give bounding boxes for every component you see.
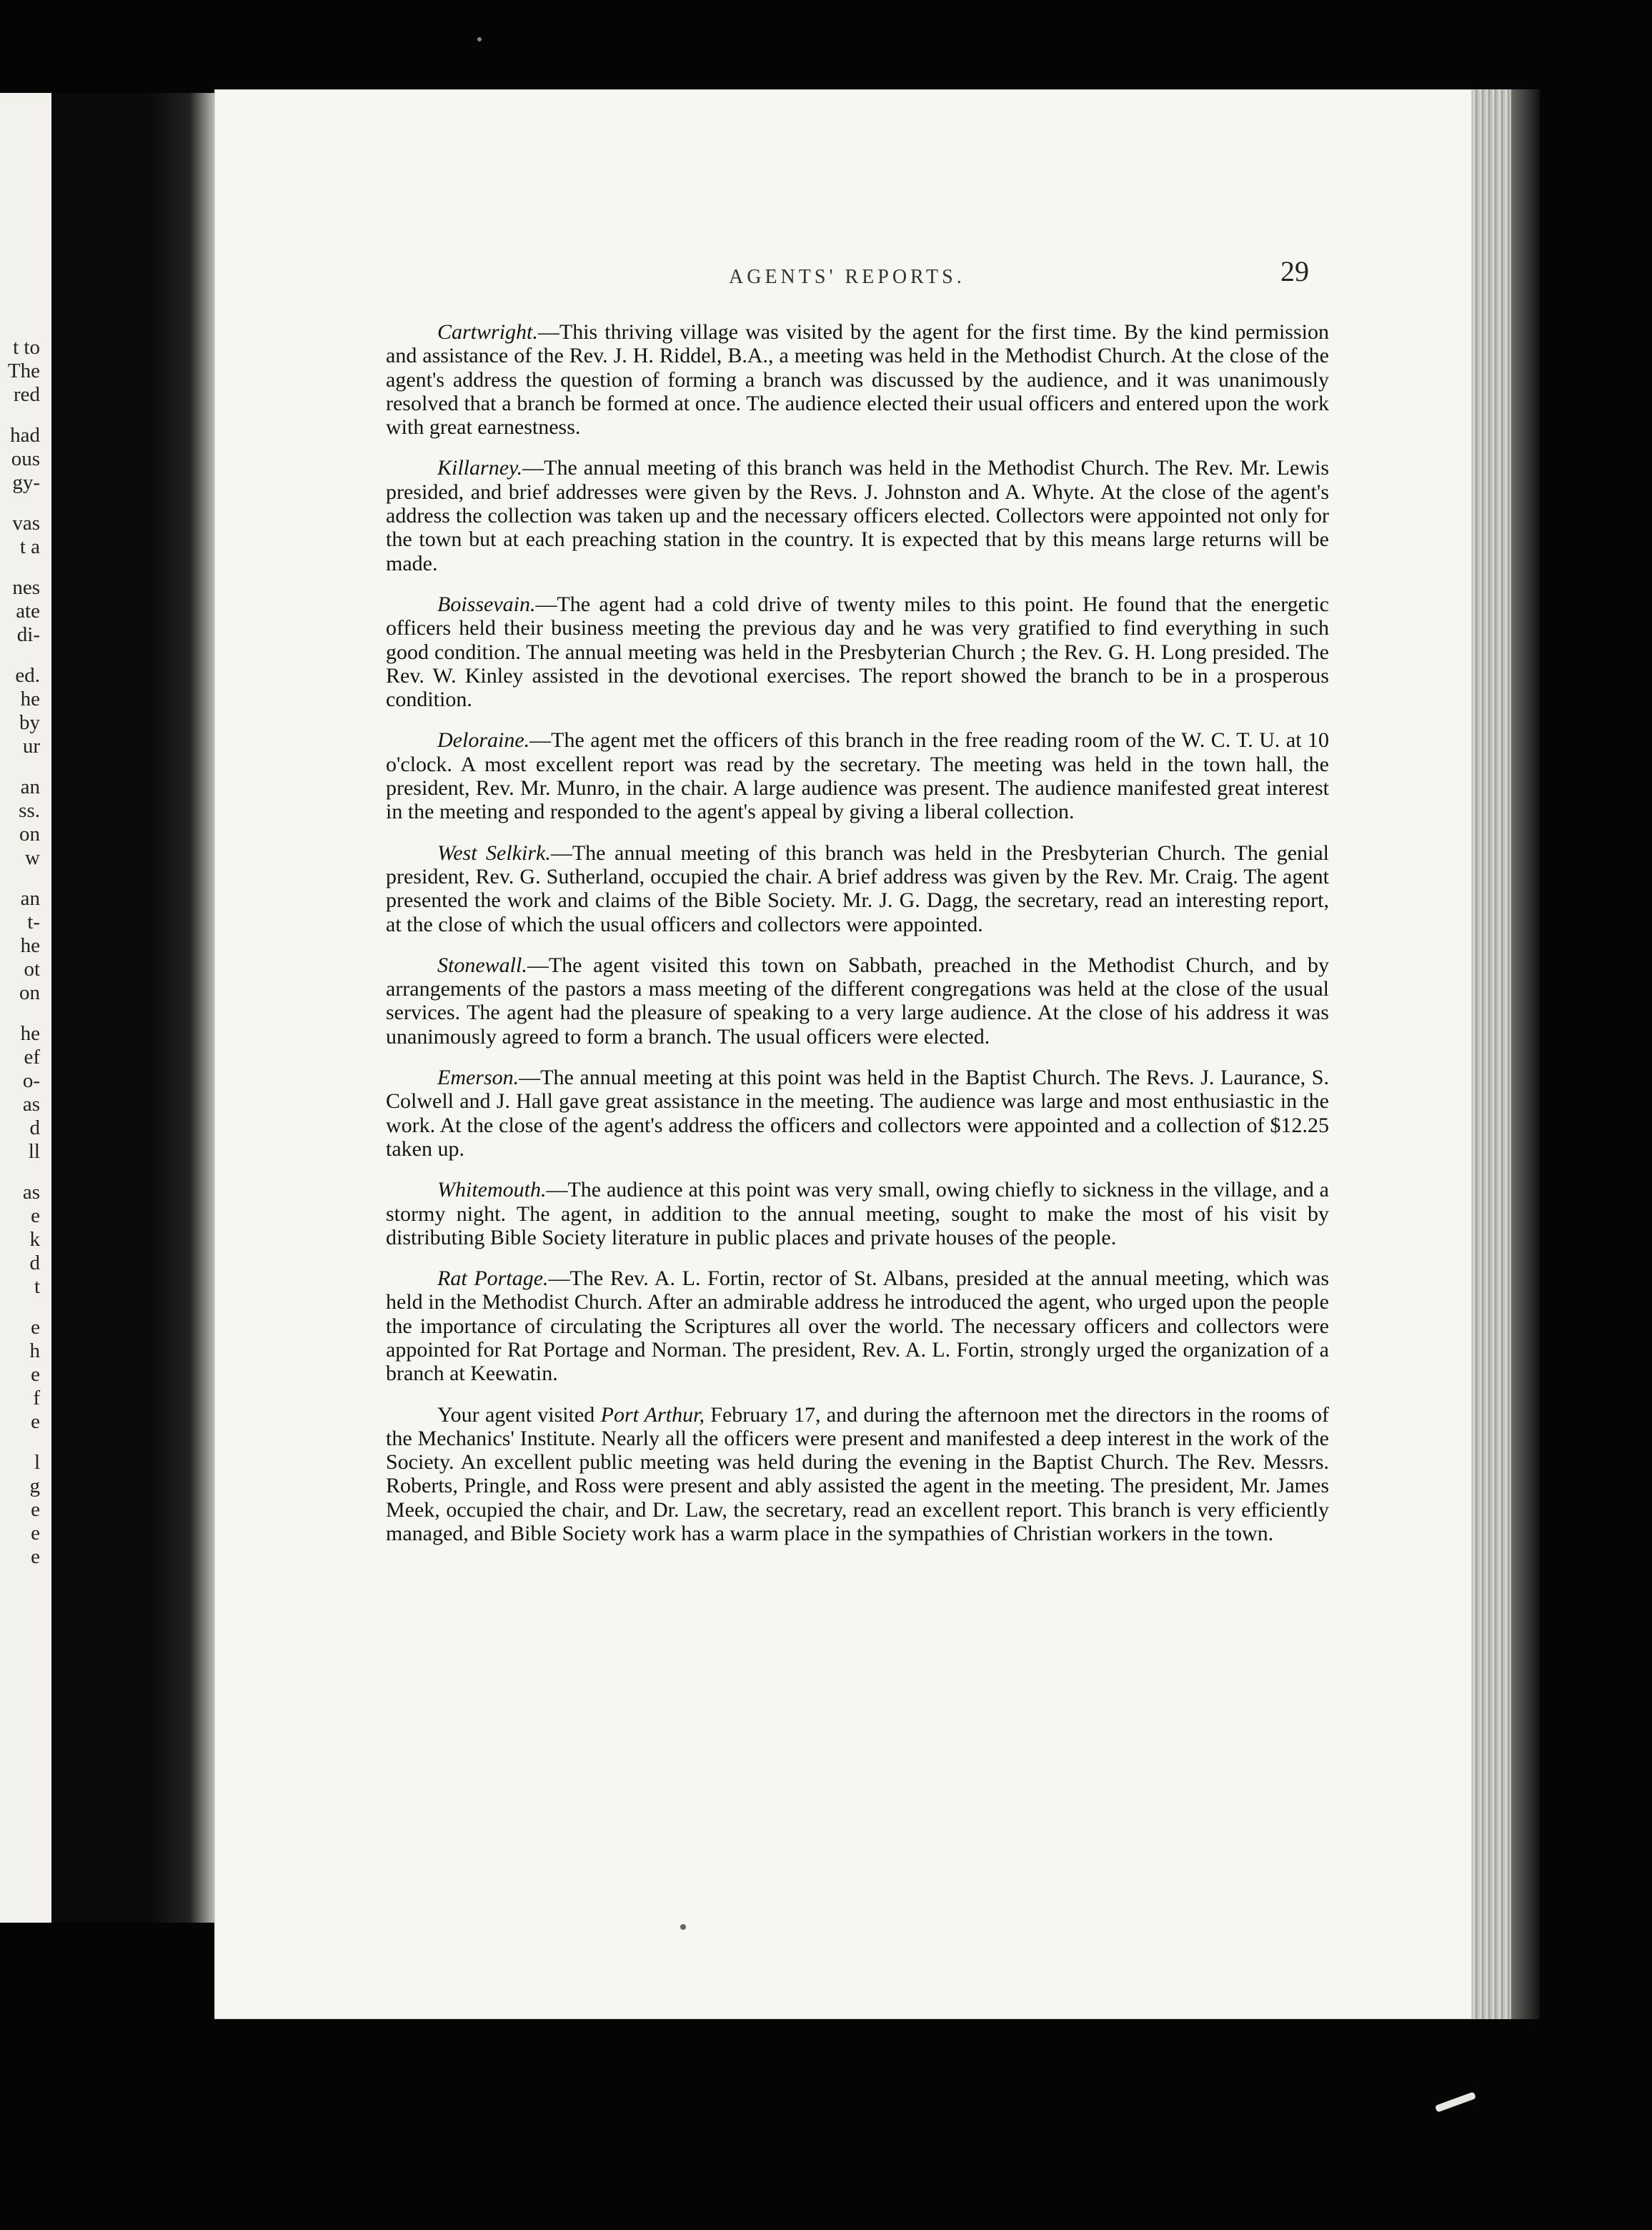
facing-page-fragment: The: [7, 360, 40, 382]
report-paragraph: [386, 1267, 1329, 1385]
report-paragraph: [386, 320, 1329, 439]
facing-page-fragment: f: [33, 1387, 40, 1409]
facing-page-fragment: t: [34, 1275, 40, 1298]
facing-page-fragment: an: [20, 887, 40, 910]
facing-page-fragment: he: [20, 688, 40, 710]
facing-page-fragment: l: [34, 1451, 40, 1474]
facing-page-fragment: an: [20, 775, 40, 798]
facing-page-fragment: e: [31, 1545, 40, 1568]
fragment-gap: [0, 1005, 51, 1022]
report-paragraph: [386, 841, 1329, 936]
paragraph-text: —The annual meeting of this branch was held in the Presbyterian Church. The genial president, Rev. G. Sutherland, occupied the chair. A brief address was given by the Rev. Mr. Craig. The agent presented the work and claims of the Bible Society. Mr. J. G. Dagg, the secretary, read an interesting report, at the close of which the usual officers and collectors were appointed.: [386, 841, 1329, 936]
paragraph-text: —The Rev. A. L. Fortin, rector of St. Albans, presided at the annual meeting, which was held in the Methodist Church. After an admirable address he introduced the agent, who urged upon the people the importance of circulating the Scriptures all over the world. The necessary officers and collectors were appointed for Rat Portage and Norman. The president, Rev. A. L. Fortin, strongly urged the organization of a branch at Keewatin.: [386, 1267, 1329, 1386]
paragraph-text: —The agent met the officers of this branch in the free reading room of the W. C. T. U. at 10 o'clock. A most excellent report was read by the secretary. The meeting was held in the town hall, the president, Rev. Mr. Munro, in the chair. A large audience was present. The audience manifested great interest in the meeting and responded to the agent's appeal by giving a liberal collection.: [386, 728, 1329, 824]
facing-page-fragment: ous: [11, 447, 40, 470]
paragraph-text: —The agent visited this town on Sabbath, preached in the Methodist Church, and by arrangements of the pastors a mass meeting of the different congregations was held at the close of the usual services. The agent had the pleasure of speaking to a very large audience. At the close of his address it was unanimously agreed to form a branch. The usual officers were elected.: [386, 953, 1329, 1049]
fragment-gap: [0, 1434, 51, 1451]
facing-page-fragment: t-: [27, 911, 40, 933]
facing-page-fragment: e: [31, 1363, 40, 1386]
place-name: Cartwright.: [437, 320, 538, 344]
paragraph-lead-in: Your agent visited: [437, 1402, 601, 1427]
report-paragraph: [386, 953, 1329, 1049]
paper-speck: [680, 1924, 686, 1930]
facing-page-fragment: nes: [12, 576, 40, 599]
page-number: 29: [1280, 255, 1309, 287]
facing-page-fragment: g: [29, 1475, 40, 1497]
facing-page-fragment: e: [31, 1316, 40, 1339]
facing-page-fragment: k: [29, 1228, 40, 1251]
paragraph-text: —The agent had a cold drive of twenty miles to this point. He found that the energetic officers held their business meeting the previous day and he was very gratified to find everything in such good condition. The annual meeting was held in the Presbyterian Church ; the Rev. G. H. Long presided. The Rev. W. Kinley assisted in the devotional exercises. The report showed the branch to be in a prosperous condition.: [386, 592, 1329, 712]
facing-page-fragment: di-: [16, 623, 40, 646]
facing-page-fragment: d: [29, 1252, 40, 1274]
book-gutter: [51, 93, 214, 1923]
facing-page-fragment: ss.: [19, 799, 40, 822]
fragment-gap: [0, 758, 51, 775]
report-paragraph: [386, 728, 1329, 823]
paragraph-text: —The annual meeting of this branch was held in the Methodist Church. The Rev. Mr. Lewis presided, and brief addresses were given by the Revs. J. Johnston and A. Whyte. At the close of the agent's address the collection was taken up and the necessary officers elected. Collectors were appointed not only for the town but at each preaching station in the country. It is expected that by this means large returns will be made.: [386, 456, 1329, 575]
place-name: Stonewall.: [437, 953, 527, 977]
page-stack-edge: [1472, 89, 1511, 2019]
facing-page-fragment: ef: [24, 1046, 40, 1069]
facing-page-fragment: as: [22, 1181, 40, 1204]
facing-page-fragment: on: [19, 981, 40, 1004]
facing-page-fragment: ot: [24, 958, 40, 981]
place-name: Deloraine.: [437, 728, 530, 753]
facing-page-fragment: ed.: [15, 664, 40, 687]
facing-page-fragment: ll: [28, 1140, 40, 1163]
fragment-gap: [0, 495, 51, 512]
facing-page-fragment: e: [31, 1204, 40, 1227]
facing-page-fragment: h: [29, 1339, 40, 1362]
facing-page-fragment: had: [10, 424, 40, 447]
facing-page-edge: [0, 93, 51, 1923]
facing-page-fragment: on: [19, 823, 40, 846]
report-paragraph: [386, 593, 1329, 711]
facing-page-fragment: he: [20, 934, 40, 957]
paragraph-text: —This thriving village was visited by the agent for the first time. By the kind permission and assistance of the Rev. J. H. Riddel, B.A., a meeting was held in the Methodist Church. At the close of the agent's address the question of forming a branch was discussed by the audience, and it was unanimously resolved that a branch be formed at once. The audience elected their usual officers and entered upon the work with great earnestness.: [386, 320, 1329, 440]
facing-page-text-fragments: [0, 336, 51, 1569]
fragment-gap: [0, 647, 51, 664]
facing-page-fragment: e: [31, 1410, 40, 1433]
fragment-gap: [0, 870, 51, 887]
paragraph-text: February 17, and during the afternoon met the directors in the rooms of the Mechanics' Institute. Nearly all the officers were present and manifested a deep interest in the work of the Society. An excellent public meeting was held during the evening in the Baptist Church. The Rev. Messrs. Roberts, Pringle, and Ross were present and ably assisted the agent in the meeting. The president, Mr. James Meek, occupied the chair, and Dr. Law, the secretary, read an excellent report. This branch is very efficiently managed, and Bible Society work has a warm place in the sympathies of Christian workers in the town.: [386, 1402, 1329, 1546]
fragment-gap: [0, 1299, 51, 1316]
facing-page-fragment: ur: [22, 735, 40, 758]
facing-page-fragment: d: [29, 1116, 40, 1139]
facing-page-fragment: he: [20, 1022, 40, 1045]
page-stack-shadow: [1511, 89, 1540, 2019]
facing-page-fragment: w: [25, 846, 40, 869]
report-body: [386, 320, 1329, 1562]
place-name: Killarney.: [437, 456, 523, 480]
place-name: West Selkirk.: [437, 841, 551, 865]
paragraph-text: —The annual meeting at this point was held in the Baptist Church. The Revs. J. Laurance, S. Colwell and J. Hall gave great assistance in the meeting. The audience was large and most enthusiastic in the work. At the close of the agent's address the officers and collectors were appointed and a collection of $12.25 taken up.: [386, 1066, 1329, 1161]
film-scratch: [1435, 2091, 1476, 2112]
facing-page-fragment: ate: [16, 600, 40, 623]
place-name: Port Arthur,: [600, 1402, 705, 1427]
facing-page-fragment: as: [22, 1093, 40, 1116]
facing-page-fragment: e: [31, 1498, 40, 1521]
fragment-gap: [0, 1164, 51, 1181]
fragment-gap: [0, 407, 51, 424]
fragment-gap: [0, 559, 51, 576]
facing-page-fragment: gy-: [12, 471, 40, 494]
facing-page-fragment: e: [31, 1522, 40, 1545]
facing-page-fragment: red: [13, 383, 40, 406]
report-paragraph: [386, 1178, 1329, 1249]
place-name: Emerson.: [437, 1066, 519, 1090]
running-head: AGENTS' REPORTS.: [729, 266, 965, 288]
place-name: Boissevain.: [437, 592, 536, 616]
facing-page-fragment: vas: [12, 512, 40, 535]
facing-page-fragment: by: [19, 711, 40, 734]
place-name: Rat Portage.: [437, 1267, 549, 1291]
facing-page-fragment: t a: [19, 535, 40, 558]
report-paragraph: [386, 456, 1329, 575]
facing-page-fragment: o-: [22, 1069, 40, 1092]
paper-speck: [477, 37, 482, 41]
closing-paragraph: [386, 1403, 1329, 1546]
report-paragraph: [386, 1066, 1329, 1161]
facing-page-fragment: t to: [13, 336, 40, 359]
paragraph-text: —The audience at this point was very small, owing chiefly to sickness in the village, and a stormy night. The agent, in addition to the annual meeting, sought to make the most of his visit by distributing Bible Society literature in public places and private houses of the people.: [386, 1178, 1329, 1249]
place-name: Whitemouth.: [437, 1178, 547, 1202]
